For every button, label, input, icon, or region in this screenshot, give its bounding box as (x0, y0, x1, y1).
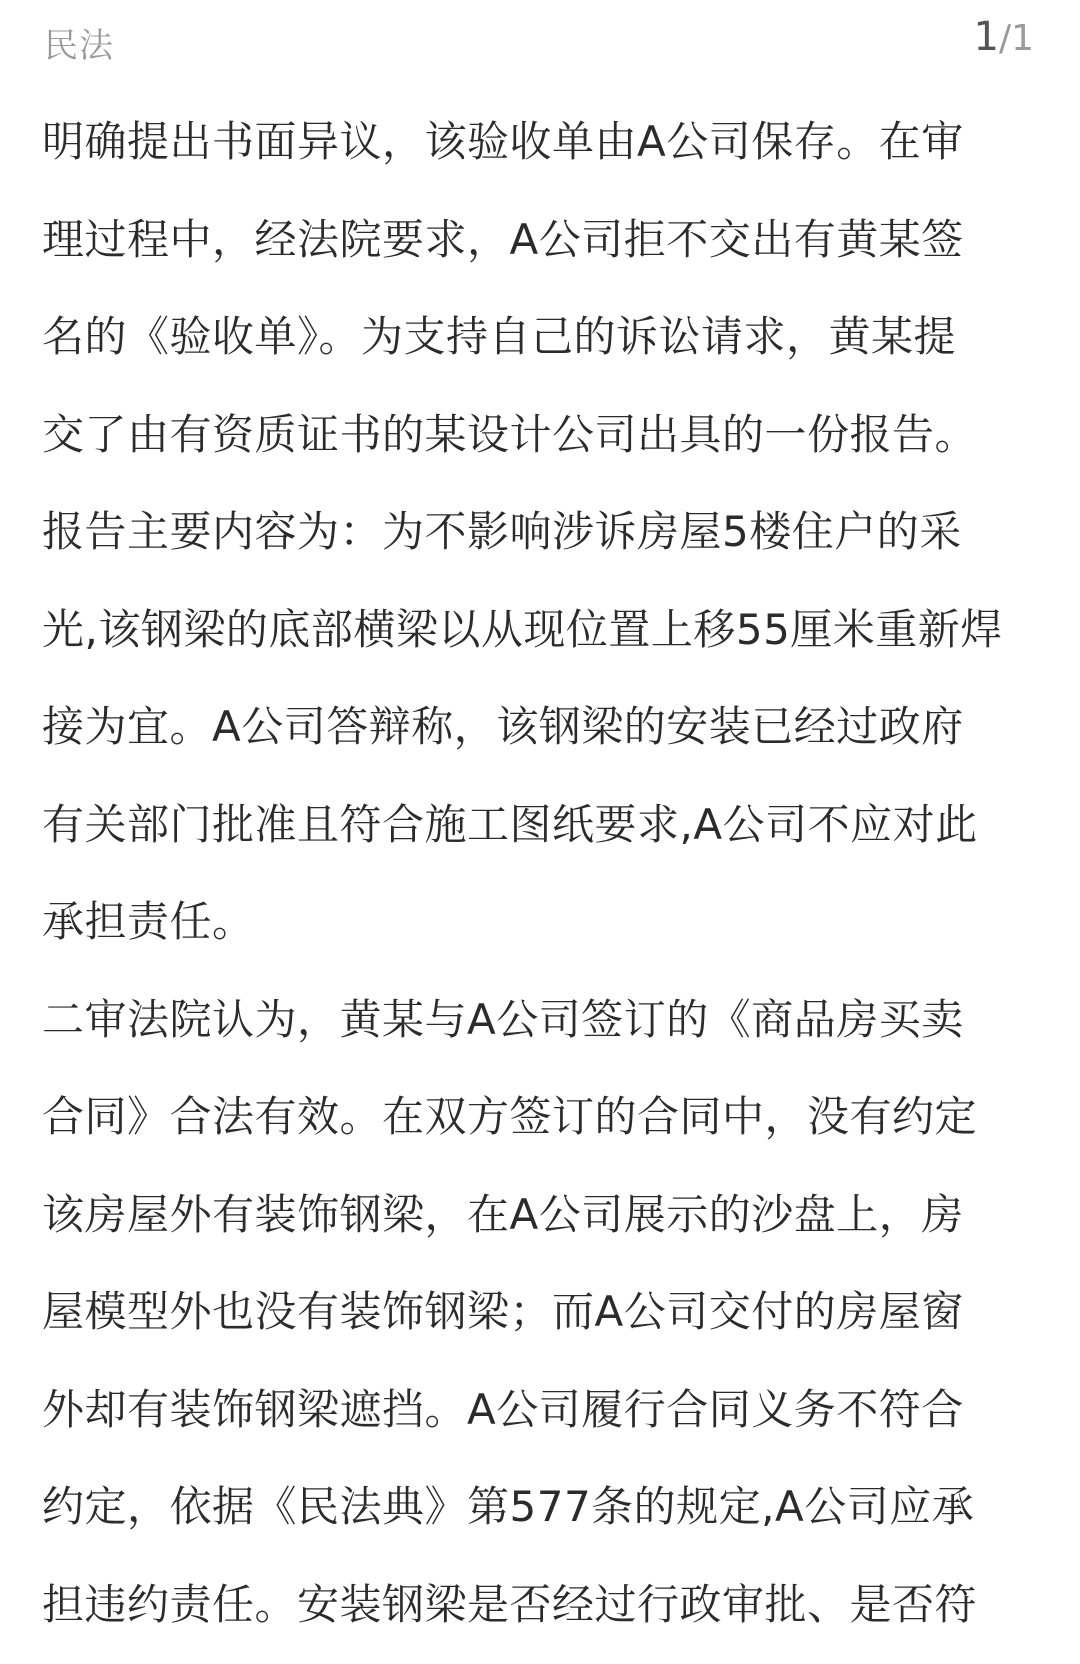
body-line: 屋模型外也没有装饰钢梁；而A公司交付的房屋窗 (42, 1287, 964, 1336)
body-line: 光,该钢梁的底部横梁以从现位置上移55厘米重新焊 (42, 604, 1003, 654)
body-line: 有关部门批准且符合施工图纸要求,A公司不应对此 (42, 799, 978, 849)
body-line: 交了由有资质证书的某设计公司出具的一份报告。 (42, 409, 978, 459)
body-line: 接为宜。A公司答辩称，该钢梁的安装已经过政府 (42, 702, 964, 751)
body-line: 该房屋外有装饰钢梁，在A公司展示的沙盘上，房 (42, 1189, 964, 1239)
body-line: 理过程中，经法院要求，A公司拒不交出有黄某签 (42, 214, 964, 264)
body-line: 担违约责任。安装钢梁是否经过行政审批、是否符 (42, 1579, 978, 1629)
body-line: 明确提出书面异议，该验收单由A公司保存。在审 (42, 117, 964, 166)
body-line: 合同》合法有效。在双方签订的合同中，没有约定 (42, 1092, 978, 1141)
page-current: 1 (973, 14, 999, 60)
body-line: 名的《验收单》。为支持自己的诉讼请求，黄某提 (42, 312, 957, 361)
body-line: 二审法院认为，黄某与A公司签订的《商品房买卖 (42, 994, 964, 1044)
body-line: 承担责任。 (42, 897, 255, 946)
page-total: /1 (998, 18, 1034, 59)
body-line: 约定，依据《民法典》第577条的规定,A公司应承 (42, 1482, 975, 1531)
document-header (0, 0, 1080, 80)
body-line: 外却有装饰钢梁遮挡。A公司履行合同义务不符合 (42, 1384, 964, 1434)
body-line: 报告主要内容为：为不影响涉诉房屋5楼住户的采 (42, 507, 962, 556)
document-body (42, 93, 1062, 1653)
page-indicator (974, 14, 1035, 60)
document-title: 民法 (44, 26, 114, 66)
